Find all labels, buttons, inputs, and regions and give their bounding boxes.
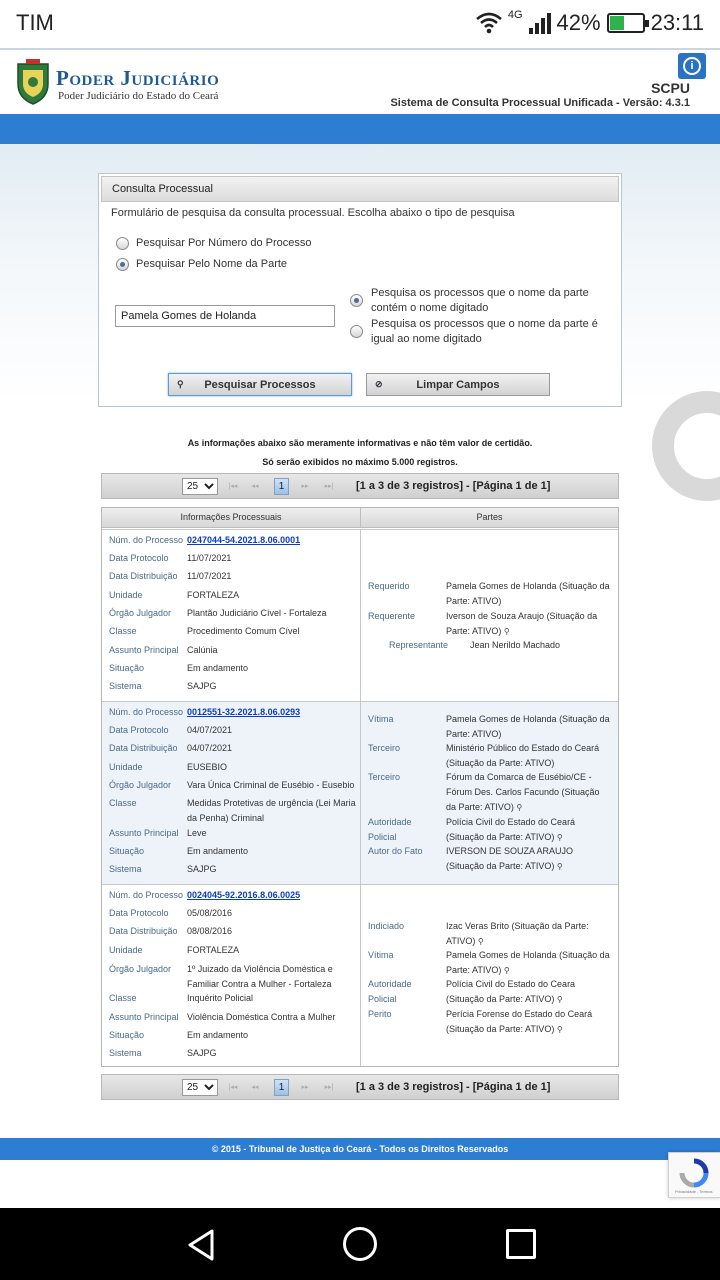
court: Vara Única Criminal de Eusébio - Eusebio <box>187 780 355 790</box>
label-protocol-date: Data Protocolo <box>109 553 169 563</box>
accessibility-button[interactable] <box>678 53 706 79</box>
status: Em andamento <box>187 1030 249 1040</box>
party-role: Terceiro <box>368 743 401 753</box>
distribution-date: 08/08/2016 <box>187 926 233 936</box>
table-row <box>102 884 618 1066</box>
recaptcha-icon <box>679 1158 709 1188</box>
footer: © 2015 - Tribunal de Justiça do Ceará - Todos os Direitos Reservados <box>0 1138 720 1160</box>
recaptcha-links[interactable]: Privacidade - Termos <box>675 1189 713 1194</box>
last-page-icon[interactable]: ▸▸| <box>324 483 334 490</box>
process-info <box>102 702 361 884</box>
party-name: Perícia Forense do Estado do Ceará (Situação da Parte: ATIVO) ⚲ <box>446 1009 593 1034</box>
unit: FORTALEZA <box>187 945 240 955</box>
next-page-icon[interactable]: ▸▸ <box>301 483 309 490</box>
search-processes-button[interactable] <box>168 373 352 396</box>
radio-search-by-number[interactable] <box>116 237 129 250</box>
court-emblem-icon <box>14 58 52 106</box>
subject: Violência Doméstica Contra a Mulher <box>187 1012 336 1022</box>
label-class: Classe <box>109 993 137 1003</box>
battery-icon <box>607 13 645 33</box>
label-protocol-date: Data Protocolo <box>109 725 169 735</box>
party-role: Vítima <box>368 950 394 960</box>
prev-page-icon[interactable]: ◂◂ <box>251 483 259 490</box>
party-role: Terceiro <box>368 772 401 782</box>
magnifier-icon[interactable]: ⚲ <box>477 937 484 946</box>
protocol-date: 04/07/2021 <box>187 725 233 735</box>
label-distribution-date: Data Distribuição <box>109 743 178 753</box>
label-process-number: Núm. do Processo <box>109 535 184 545</box>
magnifier-icon[interactable]: ⚲ <box>556 995 563 1004</box>
notice-no-certificate: As informações abaixo são meramente informativas e não têm valor de certidão. <box>187 438 533 448</box>
home-icon[interactable] <box>343 1227 377 1261</box>
label-status: Situação <box>109 663 145 673</box>
label-subject: Assunto Principal <box>109 1012 179 1022</box>
page-size-select[interactable] <box>182 1079 218 1096</box>
status-icons <box>476 10 704 36</box>
label-subject: Assunto Principal <box>109 828 179 838</box>
search-panel-title: Consulta Processual <box>101 176 619 202</box>
process-number <box>187 705 357 720</box>
party-name: IVERSON DE SOUZA ARAUJO (Situação da Parte: ATIVO) ⚲ <box>446 846 574 871</box>
process-parties <box>361 530 618 701</box>
system: SAJPG <box>187 1048 217 1058</box>
pager-summary: [1 a 3 de 3 registros] - [Página 1 de 1] <box>356 480 551 492</box>
party-role: Autoridade Policial <box>368 817 412 842</box>
grid-header <box>102 508 618 528</box>
party-name: Izac Veras Brito (Situação da Parte: ATIVO) ⚲ <box>446 921 589 946</box>
label-distribution-date: Data Distribuição <box>109 571 178 581</box>
magnifier-icon[interactable]: ⚲ <box>503 966 510 975</box>
court: Plantão Judiciário Cível - Fortaleza <box>187 608 327 618</box>
label-system: Sistema <box>109 864 142 874</box>
party-name: Pamela Gomes de Holanda (Situação da Parte: ATIVO) <box>446 581 610 606</box>
label-class: Classe <box>109 798 137 808</box>
process-number-link[interactable]: 0024045-92.2016.8.06.0025 <box>187 890 301 900</box>
pager-bottom <box>101 1074 619 1100</box>
current-page-button[interactable]: 1 <box>274 1079 289 1096</box>
clock: 23:11 <box>650 10 704 35</box>
status-bar <box>0 0 720 48</box>
header-blue-bar <box>0 114 720 144</box>
process-parties <box>361 702 618 884</box>
back-icon[interactable] <box>186 1228 216 1262</box>
distribution-date: 04/07/2021 <box>187 743 233 753</box>
table-row <box>102 701 618 884</box>
label-process-number: Núm. do Processo <box>109 890 184 900</box>
class: Procedimento Comum Cível <box>187 626 300 636</box>
logo-title: Poder Judiciário <box>56 66 220 90</box>
first-page-icon[interactable]: |◂◂ <box>228 1084 238 1091</box>
first-page-icon[interactable]: |◂◂ <box>228 483 238 490</box>
party-role: Requerido <box>368 581 410 591</box>
signal-icon <box>529 12 551 34</box>
site-header <box>0 50 720 114</box>
app-name: Sistema de Consulta Processual Unificada - Versão: 4.3.1 <box>390 97 690 109</box>
notice-max-records: Só serão exibidos no máximo 5.000 registros. <box>262 457 458 467</box>
party-role: Representante <box>389 640 449 650</box>
network-type: 4G <box>507 9 523 21</box>
column-header-parties: Partes <box>476 512 503 522</box>
subject: Leve <box>187 828 207 838</box>
party-name: Ministério Público do Estado do Ceará (Situação da Parte: ATIVO) <box>446 743 600 768</box>
party-role: Vítima <box>368 714 394 724</box>
carrier-name: TIM <box>16 10 54 35</box>
process-number-link[interactable]: 0247044-54.2021.8.06.0001 <box>187 535 301 545</box>
class: Medidas Protetivas de urgência (Lei Maria da Penha) Criminal <box>187 798 356 823</box>
court: 1º Juizado da Violência Doméstica e Familiar Contra a Mulher - Fortaleza <box>187 964 333 989</box>
magnifier-icon[interactable]: ⚲ <box>556 862 563 871</box>
process-parties <box>361 885 618 1066</box>
label-unit: Unidade <box>109 945 143 955</box>
protocol-date: 05/08/2016 <box>187 908 233 918</box>
party-role: Indiciado <box>368 921 405 931</box>
prev-page-icon[interactable]: ◂◂ <box>251 1084 259 1091</box>
last-page-icon[interactable]: ▸▸| <box>324 1084 334 1091</box>
app-code: SCPU <box>651 80 690 96</box>
party-name: Polícia Civil do Estado do Ceara (Situação da Parte: ATIVO) ⚲ <box>446 979 576 1004</box>
pager-summary: [1 a 3 de 3 registros] - [Página 1 de 1] <box>356 1081 551 1093</box>
battery-percent: 42% <box>556 10 601 35</box>
label-process-number: Núm. do Processo <box>109 707 184 717</box>
wifi-icon <box>476 12 502 34</box>
recaptcha-badge[interactable] <box>668 1152 720 1198</box>
process-number <box>187 888 357 903</box>
process-number <box>187 533 357 548</box>
process-number-link[interactable]: 0012551-32.2021.8.06.0293 <box>187 707 301 717</box>
recent-apps-icon[interactable] <box>506 1229 536 1259</box>
clear-button-label: Limpar Campos <box>416 378 500 391</box>
process-info <box>102 530 361 701</box>
unit: FORTALEZA <box>187 590 240 600</box>
label-system: Sistema <box>109 1048 142 1058</box>
clear-icon: ⊘ <box>375 379 383 389</box>
search-description: Formulário de pesquisa da consulta processual. Escolha abaixo o tipo de pesquisa <box>111 207 515 219</box>
party-name: Pamela Gomes de Holanda (Situação da Parte: ATIVO) ⚲ <box>446 950 610 975</box>
label-unit: Unidade <box>109 590 143 600</box>
party-role: Autor do Fato <box>368 846 423 856</box>
status: Em andamento <box>187 663 249 673</box>
radio-match-contains[interactable] <box>350 294 363 307</box>
party-name: Polícia Civil do Estado do Ceará (Situação da Parte: ATIVO) ⚲ <box>446 817 576 842</box>
protocol-date: 11/07/2021 <box>187 553 232 563</box>
label-match-equals[interactable]: Pesquisa os processos que o nome da parte é igual ao nome digitado <box>371 318 598 345</box>
process-info <box>102 885 361 1066</box>
search-icon: ⚲ <box>177 379 184 389</box>
label-court: Órgão Julgador <box>109 608 172 618</box>
clear-fields-button[interactable] <box>366 373 550 396</box>
subject: Calúnia <box>187 645 218 655</box>
party-name: Pamela Gomes de Holanda (Situação da Parte: ATIVO) <box>446 714 610 739</box>
party-name-input[interactable] <box>115 305 335 327</box>
logo-subtitle: Poder Judiciário do Estado do Ceará <box>58 90 219 102</box>
label-search-by-number[interactable]: Pesquisar Por Número do Processo <box>136 237 312 249</box>
status: Em andamento <box>187 846 249 856</box>
party-name: Fórum da Comarca de Eusébio/CE - Fórum Des. Carlos Facundo (Situação da Parte: ATIVO) ⚲ <box>446 772 600 812</box>
label-subject: Assunto Principal <box>109 645 179 655</box>
label-status: Situação <box>109 1030 145 1040</box>
page-size-select[interactable] <box>182 478 218 495</box>
party-role: Requerente <box>368 611 416 621</box>
party-role: Autoridade Policial <box>368 979 412 1004</box>
label-match-contains[interactable]: Pesquisa os processos que o nome da parte contém o nome digitado <box>371 287 589 314</box>
label-status: Situação <box>109 846 145 856</box>
radio-match-equals[interactable] <box>350 325 363 338</box>
party-role: Perito <box>368 1009 392 1019</box>
label-court: Órgão Julgador <box>109 780 172 790</box>
current-page-button[interactable]: 1 <box>274 478 289 495</box>
label-court: Órgão Julgador <box>109 964 172 974</box>
results-grid <box>101 507 619 1067</box>
distribution-date: 11/07/2021 <box>187 571 232 581</box>
table-row <box>102 529 618 701</box>
magnifier-icon[interactable]: ⚲ <box>556 1025 563 1034</box>
magnifier-icon[interactable]: ⚲ <box>516 803 523 812</box>
system: SAJPG <box>187 864 217 874</box>
label-unit: Unidade <box>109 762 143 772</box>
magnifier-icon[interactable]: ⚲ <box>556 833 563 842</box>
system: SAJPG <box>187 681 217 691</box>
label-system: Sistema <box>109 681 142 691</box>
search-button-label: Pesquisar Processos <box>204 378 316 391</box>
search-panel <box>98 173 622 407</box>
next-page-icon[interactable]: ▸▸ <box>301 1084 309 1091</box>
class: Inquérito Policial <box>187 993 254 1003</box>
radio-search-by-name[interactable] <box>116 258 129 271</box>
column-header-info: Informações Processuais <box>102 508 361 527</box>
pager-top <box>101 473 619 499</box>
accessibility-icon: i <box>683 57 701 75</box>
label-search-by-name[interactable]: Pesquisar Pelo Nome da Parte <box>136 258 288 270</box>
magnifier-icon[interactable]: ⚲ <box>503 627 510 636</box>
unit: EUSEBIO <box>187 762 228 772</box>
label-class: Classe <box>109 626 137 636</box>
party-name: Iverson de Souza Araujo (Situação da Parte: ATIVO) ⚲ <box>446 611 598 636</box>
party-name: Jean Nerildo Machado <box>470 640 561 650</box>
label-protocol-date: Data Protocolo <box>109 908 169 918</box>
system-nav-bar <box>0 1208 720 1280</box>
label-distribution-date: Data Distribuição <box>109 926 178 936</box>
